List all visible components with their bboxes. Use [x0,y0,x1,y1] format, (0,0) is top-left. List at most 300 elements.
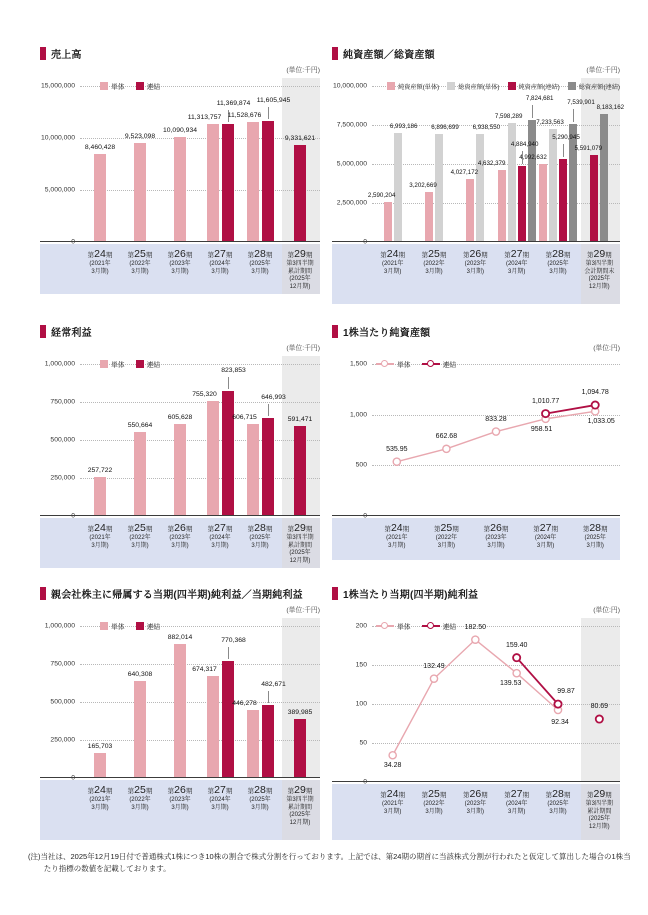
bar [262,121,274,242]
legend-circle [381,360,388,367]
x-axis-line [40,515,320,516]
chart-title-text: 純資産額／総資産額 [343,49,435,61]
bar [207,124,219,242]
bar [498,170,506,242]
category-subline: (2025年 [249,261,271,268]
category-era: 第24期 [384,522,410,534]
legend-swatch-icon [447,82,455,90]
category-era: 第25期 [127,522,153,534]
category-subline: 3月期) [507,808,526,815]
category-subline: 3月期) [383,268,402,275]
bar-value-label: 770,368 [221,636,246,644]
category-subline: (2024年 [534,535,557,542]
category-subline: 累計期間 [287,804,312,811]
bar-value-label: 9,331,621 [284,134,316,142]
bar [294,719,306,778]
chart-panel-ordinary-income [40,324,320,568]
bar-value-label: 4,992,632 [519,154,547,162]
legend-label: 連結 [146,362,161,369]
category-era: 第27期 [504,788,529,800]
chart-panel-eps [332,586,620,840]
chart-title [40,586,320,600]
point-value-label: 182.50 [464,623,487,631]
category-era: 第28期 [247,522,273,534]
bar-value-label: 11,313,757 [187,114,222,122]
gridline [372,203,620,204]
category-subline: 3月期) [131,268,149,275]
y-axis-label: 500,000 [50,436,75,444]
x-category-label [272,784,328,827]
y-axis-label: 500,000 [50,698,75,706]
bar-value-label: 11,369,874 [216,99,251,107]
category-era: 第25期 [127,784,153,796]
bar [262,418,274,516]
y-axis-label: 7,500,000 [336,121,367,129]
data-point [472,636,479,643]
data-point [443,445,450,452]
bar-value-label: 606,715 [232,413,257,421]
bar-value-label: 755,320 [192,391,217,399]
legend [376,359,456,369]
category-subline: 3月期) [437,542,456,549]
category-subline: 3月期) [171,268,189,275]
y-axis-label: 1,000,000 [44,622,75,630]
bar-value-label: 2,590,204 [367,191,396,199]
chart-title [332,46,620,60]
gridline [80,478,320,479]
category-subline: 3月期) [91,804,109,811]
category-subline: 第3四半期 [286,535,314,542]
category-subline: (2025年 [249,797,271,804]
category-subline: (2023年 [169,535,191,542]
legend-item [100,81,125,91]
point-value-label: 92.34 [551,718,569,726]
bar-value-label: 605,628 [167,413,193,421]
legend-label: 単体 [111,84,125,91]
category-subline: 3月期) [171,542,189,549]
bar [174,644,186,778]
category-era: 第25期 [421,248,447,260]
legend-item [508,82,560,91]
bar [559,159,567,242]
y-axis-label: 1,500 [349,360,367,368]
legend-label: 連結 [442,624,457,631]
category-subline: (2022年 [435,535,458,542]
category-subline: 第3四半期 [585,261,613,268]
category-subline: 12月期) [289,557,311,564]
category-subline: (2025年 [289,812,311,819]
y-axis-label: 150 [355,661,367,669]
data-point [430,675,437,682]
y-axis-label: 1,000 [349,411,367,419]
category-era: 第25期 [434,522,459,534]
label-leader-line [532,105,533,118]
chart-title-text: 1株当たり当期(四半期)純利益 [343,589,479,601]
category-subline: 3月期) [131,542,149,549]
line-series [517,658,558,704]
category-subline: (2024年 [505,261,528,268]
bar-value-label: 5,591,079 [574,144,603,152]
chart-title [40,324,320,338]
category-subline: 3月期) [211,542,229,549]
bar-value-label: 11,528,676 [227,112,262,120]
legend [100,621,160,631]
category-subline: (2025年 [547,801,569,808]
label-leader-line [268,107,269,119]
bar-value-label: 8,183,162 [596,104,625,112]
chart-title-text: 1株当たり純資産額 [343,327,431,339]
legend-item [422,621,457,631]
unit-label: (単位:千円) [586,67,620,74]
category-era: 第27期 [207,248,233,260]
unit-label: (単位:円) [593,607,620,614]
category-era: 第29期 [586,248,612,260]
bar-value-label: 6,896,699 [431,124,459,132]
point-value-label: 833.28 [485,415,507,423]
category-era: 第27期 [504,248,529,260]
category-subline: (2021年 [89,535,111,542]
bar [207,676,219,778]
bar [549,129,557,242]
bar-value-label: 4,027,172 [450,169,479,177]
category-subline: 3月期) [91,268,109,275]
data-point [554,701,561,708]
bar [539,164,547,242]
point-value-label: 132.49 [423,662,445,670]
bar-value-label: 823,853 [221,366,246,374]
category-subline: (2021年 [381,801,404,808]
line-chart-canvas [372,623,620,782]
legend-label: 単体 [111,624,125,631]
bar [294,426,306,516]
y-axis-label: 0 [71,238,75,246]
bar [528,120,536,242]
y-axis-label: 0 [363,512,367,520]
category-subline: 3月期) [251,542,269,549]
legend-swatch-icon [508,82,516,90]
title-marker-icon [40,587,46,600]
y-axis-label: 10,000,000 [40,134,75,142]
legend-label: 単体 [111,362,125,369]
legend-circle [427,622,434,629]
legend-item [376,359,411,369]
category-subline: (2021年 [89,797,111,804]
legend [372,81,620,91]
label-leader-line [228,647,229,659]
legend-label: 連結 [442,362,457,369]
legend-label: 総資産額(連結) [578,83,620,91]
bar-value-label: 389,985 [287,708,313,716]
category-era: 第26期 [462,788,488,800]
bar [600,114,608,242]
point-value-label: 1,033.05 [587,418,615,426]
category-subline: 累計期間 [287,542,312,549]
category-era: 第26期 [167,784,193,796]
chart-panel-net-assets-per-share [332,324,620,560]
y-axis-label: 100 [355,700,367,708]
category-subline: 累計期間 [287,268,312,275]
data-point [393,458,400,465]
title-marker-icon [332,325,338,338]
category-subline: 第3四半期 [585,801,613,808]
category-subline: 3月期) [91,542,109,549]
category-subline: (2023年 [464,801,487,808]
category-era: 第27期 [207,522,233,534]
category-subline: 累計期間 [587,808,612,815]
legend-swatch-icon [387,82,395,90]
legend-line-marker-icon [422,360,440,368]
category-subline: (2023年 [169,797,191,804]
category-era: 第24期 [87,248,113,260]
legend-line-marker-icon [376,622,394,630]
line-series [393,640,558,756]
category-subline: (2025年 [289,550,311,557]
bar [384,202,392,242]
x-axis-line [40,241,320,242]
legend-swatch-icon [136,82,144,90]
y-axis-label: 0 [363,778,367,786]
unit-label: (単位:千円) [286,345,320,352]
legend-item [100,359,125,369]
y-axis-label: 750,000 [50,660,75,668]
category-subline: 3月期) [425,808,443,815]
category-subline: (2021年 [89,261,111,268]
bar-value-label: 4,884,940 [510,140,539,148]
bar-value-label: 257,722 [87,466,113,474]
bar-value-label: 7,598,289 [494,113,523,121]
y-axis-label: 0 [71,774,75,782]
legend-line-marker-icon [376,360,394,368]
bar-value-label: 674,317 [192,665,217,673]
y-axis-label: 50 [359,739,367,747]
bar-value-label: 165,703 [87,742,113,750]
gridline [80,702,320,703]
y-axis-label: 750,000 [50,398,75,406]
bar [262,705,274,778]
legend [376,621,456,631]
bar [222,124,234,242]
category-era: 第27期 [207,784,233,796]
unit-label: (単位:千円) [286,67,320,74]
legend-line-marker-icon [422,622,440,630]
x-category-label [272,248,328,291]
bar [247,424,259,516]
gridline [80,190,320,191]
category-era: 第28期 [582,522,608,534]
unit-label: (単位:円) [593,345,620,352]
category-era: 第28期 [247,248,273,260]
title-marker-icon [40,47,46,60]
plot-area [332,360,620,560]
point-value-label: 139.53 [499,680,522,688]
bar-value-label: 11,605,945 [256,97,291,105]
chart-title [40,46,320,60]
bar [94,477,106,516]
category-subline: 3月期) [211,804,229,811]
category-era: 第29期 [586,788,612,800]
plot-area [40,622,320,840]
category-subline: 12月期) [588,283,610,290]
category-subline: (2023年 [169,261,191,268]
y-axis-label: 200 [355,622,367,630]
bar [294,145,306,242]
category-subline: 会計期間末 [584,268,615,275]
category-subline: (2025年 [249,535,271,542]
legend-item [376,621,411,631]
category-era: 第25期 [421,788,447,800]
y-axis-label: 5,000,000 [44,186,75,194]
y-axis-label: 0 [71,512,75,520]
bar [425,192,433,242]
data-point [596,715,603,722]
category-subline: 第3四半期 [286,797,314,804]
bar-value-label: 10,090,934 [162,127,198,135]
chart-panel-net-income [40,586,320,840]
x-category-label [272,522,328,565]
category-era: 第29期 [287,784,313,796]
category-subline: (2022年 [423,801,445,808]
category-era: 第25期 [127,248,153,260]
line-chart-canvas [372,364,620,516]
title-marker-icon [332,47,338,60]
bar-value-label: 482,671 [261,680,286,688]
y-axis-label: 250,000 [50,474,75,482]
bar-value-label: 5,290,945 [552,134,580,142]
bar-value-label: 640,308 [127,670,153,678]
legend-label: 純資産額(連結) [518,83,560,91]
bar [247,122,259,242]
category-subline: 3月期) [549,268,567,275]
point-value-label: 1,010.77 [531,397,560,405]
label-leader-line [563,144,564,157]
gridline [80,740,320,741]
category-subline: 第3四半期 [286,261,314,268]
category-era: 第26期 [167,522,193,534]
y-axis-label: 250,000 [50,736,75,744]
bar [394,133,402,242]
data-point [513,670,520,677]
point-value-label: 99.87 [557,688,575,696]
y-axis-label: 2,500,000 [336,199,367,207]
category-subline: (2021年 [386,535,408,542]
legend-swatch-icon [100,622,108,630]
category-subline: 12月期) [289,283,311,290]
y-axis-label: 0 [363,238,367,246]
category-era: 第24期 [380,788,405,800]
footnote: (注)当社は、2025年12月19日付で普通株式1株につき10株の割合で株式分割を行っております。上記では、第24期の期首に当該株式分割が行われたと仮定して算出した場合の1株当たり指標の数値を記載しております。 [28,852,631,873]
bar [466,179,474,242]
y-axis-label: 5,000,000 [336,160,367,168]
legend-swatch-icon [136,360,144,368]
legend-label: 単体 [397,624,411,631]
category-subline: (2022年 [129,261,151,268]
y-axis-label: 1,000,000 [44,360,75,368]
bar [94,753,106,778]
category-subline: 3月期) [425,268,443,275]
category-era: 第29期 [287,522,313,534]
label-leader-line [573,109,574,122]
category-subline: (2025年 [289,276,311,283]
legend-swatch-icon [568,82,576,90]
data-point [389,752,396,759]
point-value-label: 662.68 [435,432,458,440]
category-era: 第24期 [380,248,405,260]
gridline [80,440,320,441]
legend-label: 連結 [146,624,161,631]
bar-value-label: 591,471 [287,416,313,424]
bar-value-label: 550,664 [127,422,153,430]
bar-value-label: 9,523,098 [124,132,156,140]
point-value-label: 1,094.78 [581,389,609,397]
category-subline: (2023年 [485,535,507,542]
category-era: 第24期 [87,522,113,534]
legend-item [568,82,620,91]
category-subline: (2022年 [129,797,151,804]
category-era: 第28期 [247,784,273,796]
bar-value-label: 7,824,681 [525,94,554,102]
category-subline: (2022年 [423,261,445,268]
category-subline: 3月期) [536,542,555,549]
category-subline: 3月期) [251,804,269,811]
title-marker-icon [332,587,338,600]
plot-area [40,360,320,568]
category-subline: (2024年 [209,261,231,268]
category-subline: (2023年 [464,261,487,268]
plot-area [332,622,620,840]
category-subline: (2022年 [129,535,151,542]
bar-value-label: 7,233,563 [536,119,564,127]
category-subline: 3月期) [466,268,484,275]
bar [590,155,598,242]
legend-swatch-icon [136,622,144,630]
bar-value-label: 4,632,379 [477,159,506,167]
chart-panel-net-assets [332,46,625,304]
category-subline: 12月期) [588,823,610,830]
category-subline: 3月期) [549,808,567,815]
category-subline: 3月期) [211,268,229,275]
category-era: 第26期 [483,522,509,534]
chart-title [332,324,620,338]
bar [174,137,186,242]
plot-area [40,82,320,294]
legend-swatch-icon [100,82,108,90]
label-leader-line [228,377,229,389]
bar-value-label: 646,993 [261,393,286,401]
legend-item [136,81,161,91]
bar [134,681,146,778]
category-subline: (2024年 [505,801,528,808]
category-subline: 12月期) [289,819,311,826]
bar [134,143,146,242]
label-leader-line [268,404,269,416]
x-axis-line [40,777,320,778]
category-subline: 3月期) [171,804,189,811]
point-value-label: 159.40 [505,641,528,649]
bar-value-label: 8,460,428 [84,144,116,151]
category-subline: (2025年 [588,276,611,283]
x-axis-line [332,241,620,242]
point-value-label: 34.28 [383,762,402,770]
category-subline: 3月期) [487,542,505,549]
legend-circle [381,622,388,629]
category-subline: (2021年 [381,261,404,268]
category-subline: 3月期) [388,542,406,549]
point-value-label: 80.69 [590,703,609,711]
legend-item [387,82,439,91]
bar [222,391,234,516]
gridline [80,402,320,403]
data-point [513,654,520,661]
